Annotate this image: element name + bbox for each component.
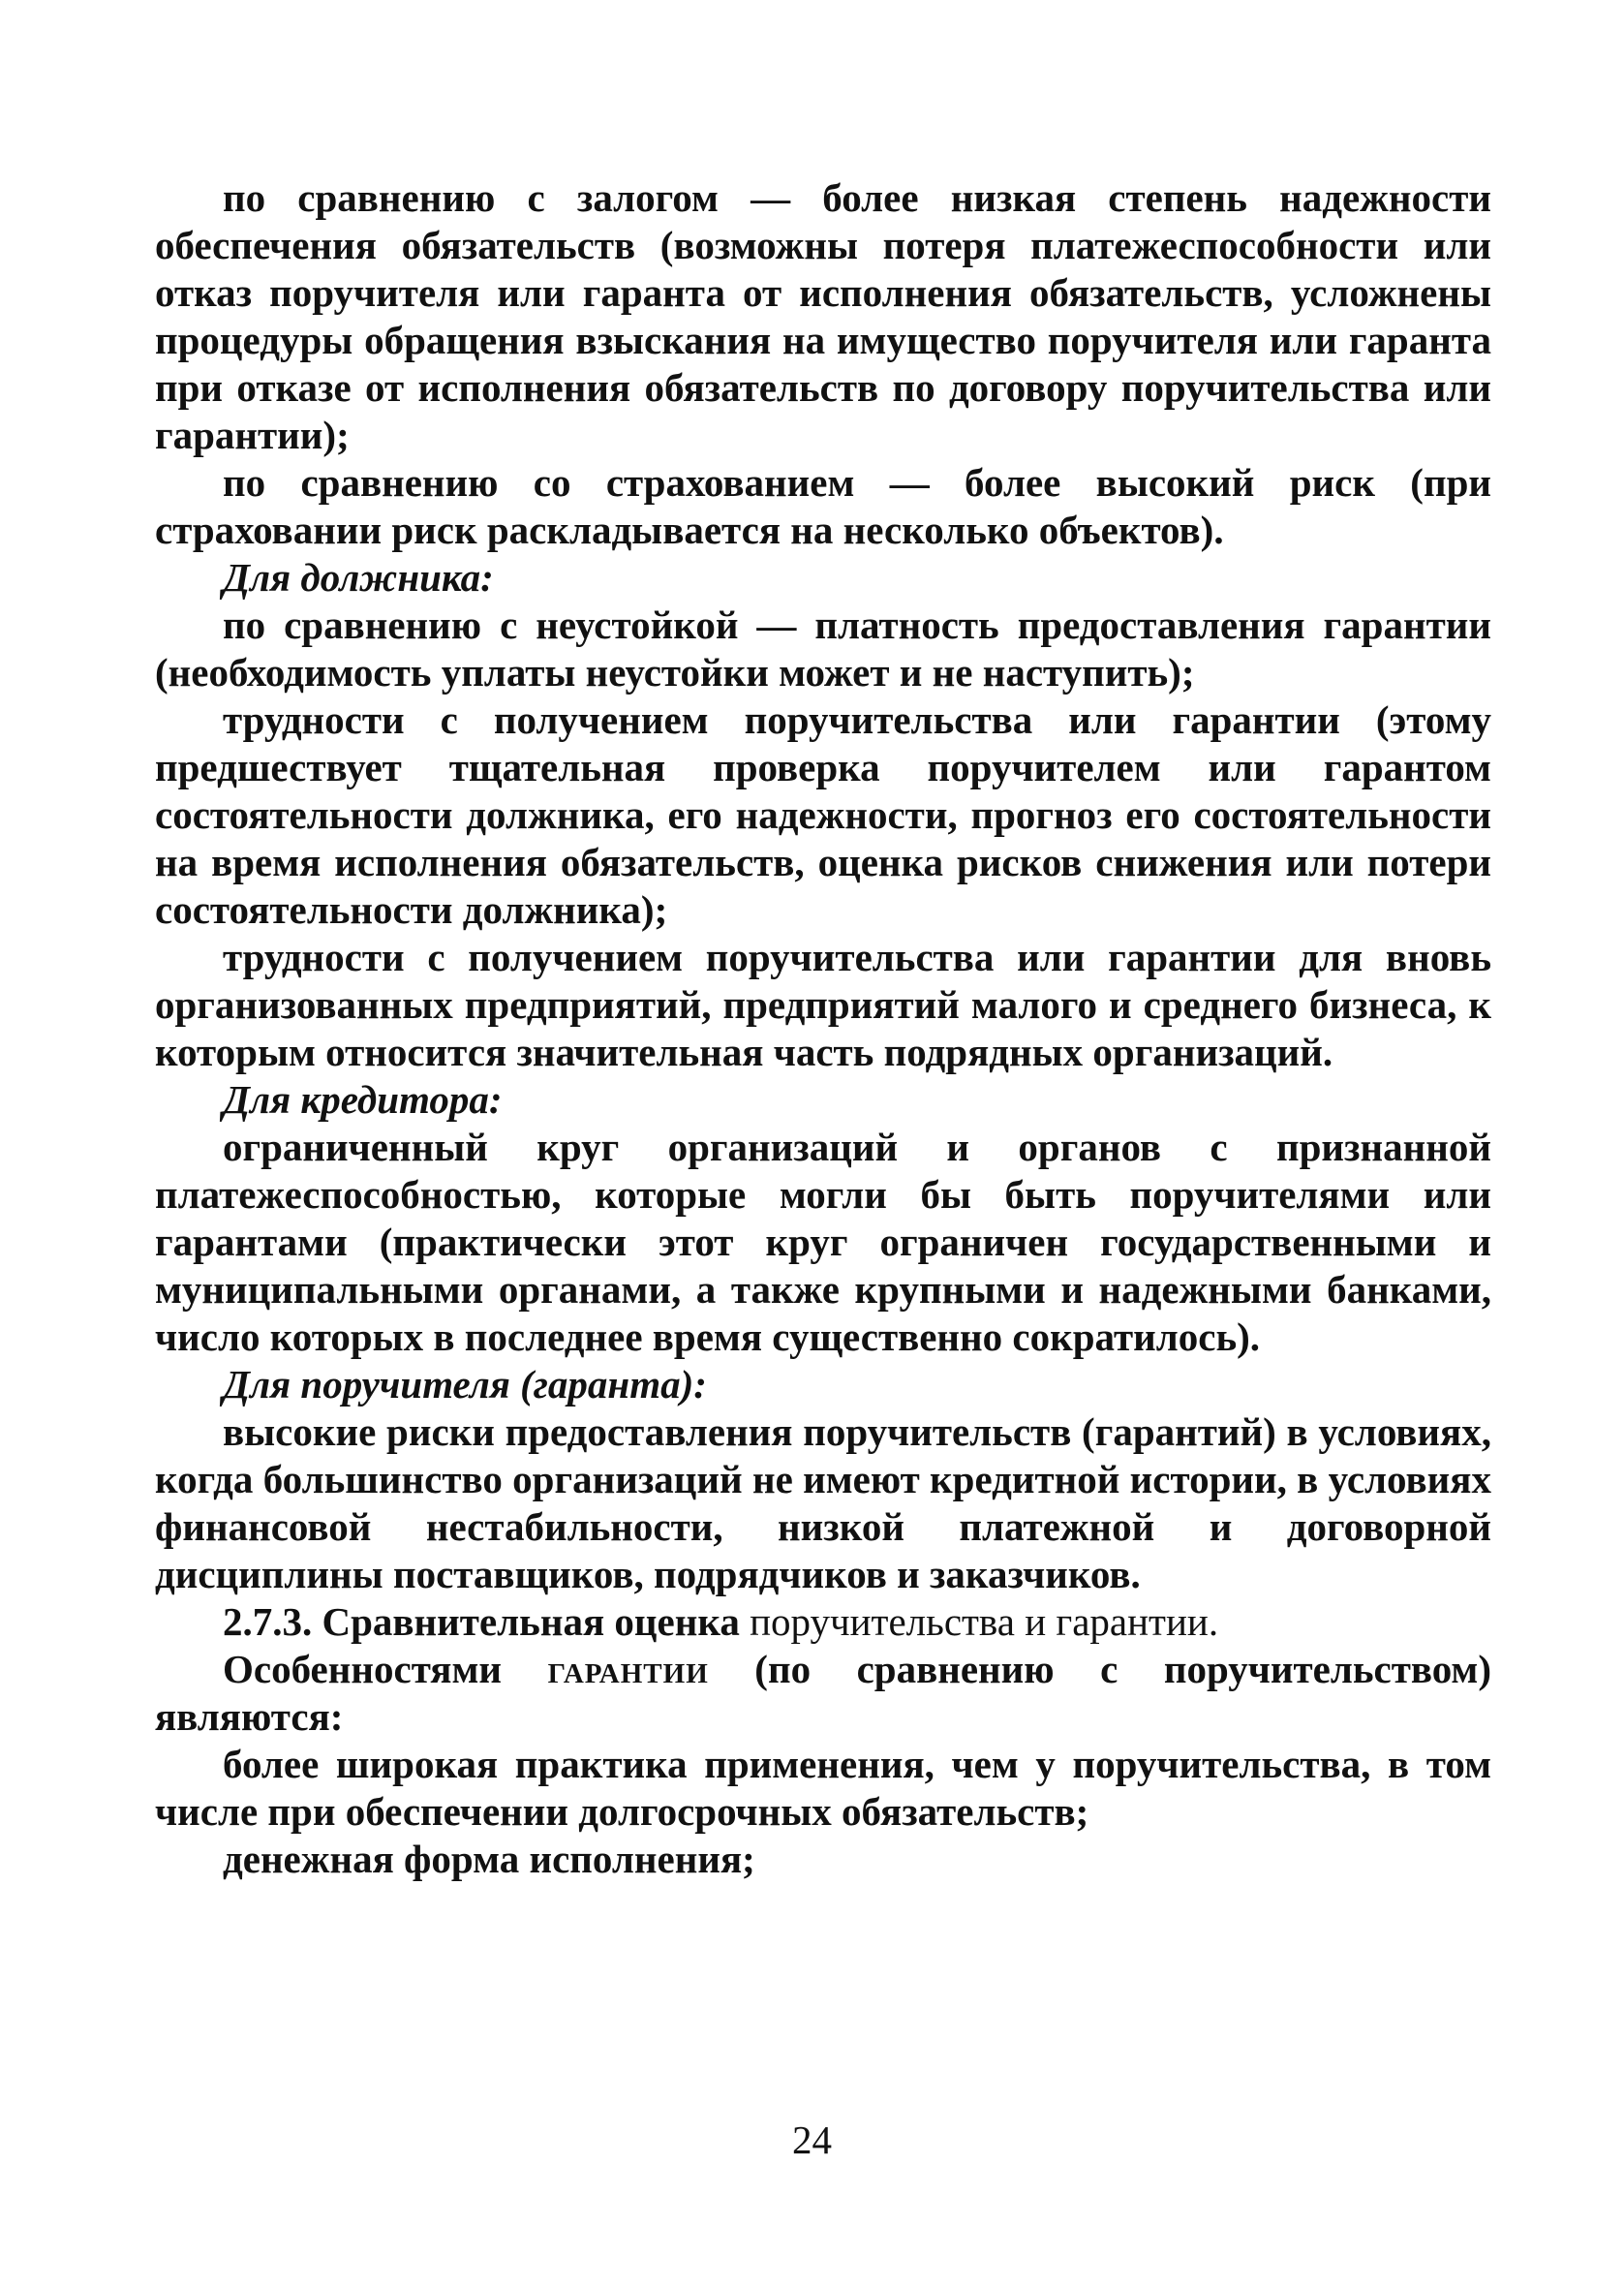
- paragraph-penalty-comparison: по сравнению с неустойкой — платность предоставления гарантии (необходимость уплаты неустойки может и не наступить);: [155, 603, 1491, 695]
- page-body: [155, 174, 1491, 1883]
- paragraph-difficulties-verification: трудности с получением поручительства или гарантии (этому предшествует тщательная проверка поручителем или гарантом состоятельности должника, его надежности, прогноз его состоятельности на время исполнения обязательств, оценка рисков снижения или потери состоятельности должника);: [155, 697, 1491, 932]
- paragraph-difficulties-new-enterprises: трудности с получением поручительства или гарантии для вновь организованных предприятий, предприятий малого и среднего бизнеса, к которым относится значительная часть подрядных организаций.: [155, 935, 1491, 1074]
- heading-for-guarantor: Для поручителя (гаранта):: [223, 1362, 707, 1407]
- paragraph-high-risks: высокие риски предоставления поручительств (гарантий) в условиях, когда большинство организаций не имеют кредитной истории, в условиях финансовой нестабильности, низкой платежной и договорной дисциплины поставщиков, подрядчиков и заказчиков.: [155, 1409, 1491, 1596]
- section-title-rest: поручительства и гарантии.: [750, 1599, 1219, 1644]
- paragraph-insurance-comparison: по сравнению со страхованием — более высокий риск (при страховании риск раскладывается на несколько объектов).: [155, 460, 1491, 552]
- intro-before: Особенностями: [223, 1647, 503, 1691]
- paragraph-pledge-comparison: по сравнению с залогом — более низкая степень надежности обеспечения обязательств (возможны потеря платежеспособности или отказ поручителя или гаранта от исполнения обязательств, усложнены процедуры обращения взыскания на имущество поручителя или гаранта при отказе от исполнения обязательств по договору поручительства или гарантии);: [155, 175, 1491, 457]
- heading-for-creditor: Для кредитора:: [223, 1077, 503, 1122]
- section-heading: [155, 1598, 1491, 1646]
- heading-for-debtor: Для должника:: [223, 555, 494, 600]
- paragraph-limited-circle: ограниченный круг организаций и органов с признанной платежеспособностью, которые могли бы быть поручителями или гарантами (практически этот круг ограничен государственными и муниципальными органами, а также крупными и надежными банками, число которых в последнее время существенно сократилось).: [155, 1125, 1491, 1359]
- section-title-bold: Сравнительная оценка: [322, 1599, 740, 1644]
- paragraph-monetary-form: денежная форма исполнения;: [223, 1837, 755, 1881]
- paragraph-wider-practice: более широкая практика применения, чем у поручительства, в том числе при обеспечении долгосрочных обязательств;: [155, 1742, 1491, 1834]
- section-number: 2.7.3.: [223, 1599, 313, 1644]
- paragraph-features-intro: [155, 1646, 1491, 1741]
- intro-after: (по сравнению с поручительством) являются:: [155, 1647, 1492, 1739]
- intro-guarantee-caps: гарантии: [547, 1647, 709, 1691]
- page-number: 24: [792, 2118, 832, 2162]
